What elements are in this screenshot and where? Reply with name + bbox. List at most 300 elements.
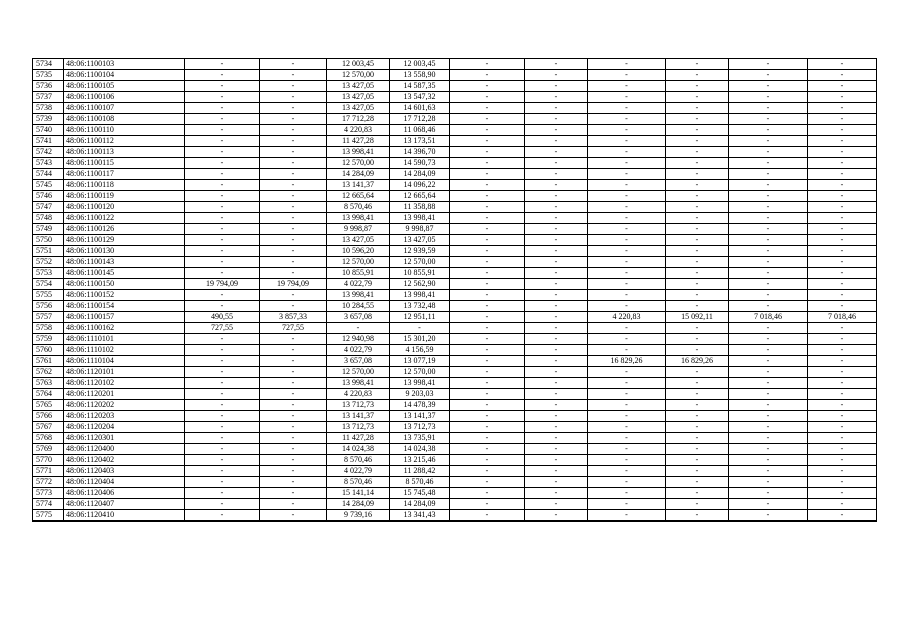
value-col-9-cell: -	[729, 70, 808, 81]
value-col-1-cell: -	[185, 103, 260, 114]
value-col-6-cell: -	[525, 367, 588, 378]
value-col-8-cell: -	[666, 389, 729, 400]
cadastral-number-cell: 48:06:1110101	[64, 334, 185, 345]
value-col-6-cell: -	[525, 290, 588, 301]
value-col-1-cell: -	[185, 433, 260, 444]
value-col-2-cell: -	[260, 433, 327, 444]
table-row	[33, 312, 877, 323]
value-col-7-cell: -	[588, 477, 666, 488]
value-col-9-cell: -	[729, 279, 808, 290]
value-col-6-cell: -	[525, 136, 588, 147]
value-col-8-cell: -	[666, 59, 729, 70]
value-col-10-cell: -	[808, 433, 877, 444]
value-col-9-cell: -	[729, 411, 808, 422]
value-col-4-cell: 12 665,64	[390, 191, 450, 202]
value-col-7-cell: 4 220,83	[588, 312, 666, 323]
value-col-10-cell: -	[808, 422, 877, 433]
value-col-4-cell: 14 284,09	[390, 169, 450, 180]
value-col-8-cell: -	[666, 466, 729, 477]
value-col-2-cell: -	[260, 510, 327, 522]
value-col-6-cell: -	[525, 411, 588, 422]
value-col-6-cell: -	[525, 224, 588, 235]
value-col-9-cell: -	[729, 422, 808, 433]
value-col-9-cell: -	[729, 510, 808, 522]
cadastral-number-cell: 48:06:1120402	[64, 455, 185, 466]
value-col-4-cell: 13 998,41	[390, 290, 450, 301]
value-col-5-cell: -	[450, 114, 525, 125]
value-col-10-cell: -	[808, 488, 877, 499]
value-col-5-cell: -	[450, 488, 525, 499]
cadastral-number-cell: 48:06:1120301	[64, 433, 185, 444]
value-col-4-cell: 13 735,91	[390, 433, 450, 444]
value-col-4-cell: 14 590,73	[390, 158, 450, 169]
value-col-6-cell: -	[525, 389, 588, 400]
value-col-10-cell: -	[808, 257, 877, 268]
value-col-7-cell: -	[588, 125, 666, 136]
row-number-cell: 5759	[33, 334, 64, 345]
value-col-6-cell: -	[525, 345, 588, 356]
table-row	[33, 246, 877, 257]
value-col-2-cell: -	[260, 301, 327, 312]
value-col-1-cell: -	[185, 466, 260, 477]
value-col-8-cell: -	[666, 444, 729, 455]
cadastral-number-cell: 48:06:1100145	[64, 268, 185, 279]
value-col-3-cell: 14 284,09	[327, 169, 390, 180]
value-col-4-cell: 13 141,37	[390, 411, 450, 422]
value-col-6-cell: -	[525, 59, 588, 70]
row-number-cell: 5754	[33, 279, 64, 290]
value-col-4-cell: 4 156,59	[390, 345, 450, 356]
value-col-1-cell: -	[185, 169, 260, 180]
cadastral-number-cell: 48:06:1100129	[64, 235, 185, 246]
table-row	[33, 169, 877, 180]
value-col-3-cell: 4 220,83	[327, 125, 390, 136]
value-col-2-cell: -	[260, 466, 327, 477]
value-col-4-cell: 11 288,42	[390, 466, 450, 477]
value-col-4-cell: 14 601,63	[390, 103, 450, 114]
value-col-8-cell: -	[666, 268, 729, 279]
value-col-5-cell: -	[450, 444, 525, 455]
value-col-6-cell: -	[525, 433, 588, 444]
value-col-8-cell: -	[666, 367, 729, 378]
value-col-3-cell: 12 570,00	[327, 257, 390, 268]
value-col-5-cell: -	[450, 312, 525, 323]
cadastral-number-cell: 48:06:1100106	[64, 92, 185, 103]
value-col-2-cell: -	[260, 444, 327, 455]
value-col-10-cell: -	[808, 70, 877, 81]
cadastral-number-cell: 48:06:1120102	[64, 378, 185, 389]
value-col-9-cell: -	[729, 378, 808, 389]
value-col-2-cell: -	[260, 378, 327, 389]
value-col-8-cell: -	[666, 433, 729, 444]
value-col-3-cell: 10 284,55	[327, 301, 390, 312]
value-col-1-cell: -	[185, 268, 260, 279]
value-col-5-cell: -	[450, 125, 525, 136]
value-col-9-cell: -	[729, 433, 808, 444]
table-row	[33, 301, 877, 312]
value-col-4-cell: 14 284,09	[390, 499, 450, 510]
value-col-3-cell: 13 141,37	[327, 411, 390, 422]
value-col-10-cell: -	[808, 180, 877, 191]
value-col-6-cell: -	[525, 213, 588, 224]
value-col-1-cell: 727,55	[185, 323, 260, 334]
table-row	[33, 224, 877, 235]
value-col-7-cell: -	[588, 466, 666, 477]
row-number-cell: 5773	[33, 488, 64, 499]
row-number-cell: 5737	[33, 92, 64, 103]
value-col-6-cell: -	[525, 279, 588, 290]
value-col-10-cell: -	[808, 290, 877, 301]
value-col-7-cell: -	[588, 323, 666, 334]
value-col-5-cell: -	[450, 334, 525, 345]
value-col-6-cell: -	[525, 444, 588, 455]
value-col-1-cell: 19 794,09	[185, 279, 260, 290]
row-number-cell: 5742	[33, 147, 64, 158]
value-col-4-cell: 9 998,87	[390, 224, 450, 235]
table-row	[33, 180, 877, 191]
value-col-9-cell: -	[729, 323, 808, 334]
value-col-4-cell: 13 998,41	[390, 213, 450, 224]
value-col-9-cell: -	[729, 180, 808, 191]
value-col-10-cell: -	[808, 235, 877, 246]
table-row	[33, 334, 877, 345]
table-row	[33, 378, 877, 389]
value-col-2-cell: 727,55	[260, 323, 327, 334]
row-number-cell: 5758	[33, 323, 64, 334]
value-col-1-cell: -	[185, 411, 260, 422]
value-col-2-cell: -	[260, 114, 327, 125]
value-col-8-cell: -	[666, 202, 729, 213]
row-number-cell: 5772	[33, 477, 64, 488]
value-col-9-cell: 7 018,46	[729, 312, 808, 323]
value-col-5-cell: -	[450, 224, 525, 235]
value-col-6-cell: -	[525, 70, 588, 81]
value-col-10-cell: -	[808, 389, 877, 400]
row-number-cell: 5753	[33, 268, 64, 279]
row-number-cell: 5768	[33, 433, 64, 444]
cadastral-number-cell: 48:06:1100157	[64, 312, 185, 323]
value-col-7-cell: -	[588, 114, 666, 125]
table-row	[33, 290, 877, 301]
value-col-9-cell: -	[729, 268, 808, 279]
value-col-9-cell: -	[729, 290, 808, 301]
value-col-2-cell: -	[260, 125, 327, 136]
value-col-3-cell: 15 141,14	[327, 488, 390, 499]
value-col-4-cell: 13 998,41	[390, 378, 450, 389]
value-col-7-cell: -	[588, 191, 666, 202]
value-col-10-cell: 7 018,46	[808, 312, 877, 323]
value-col-1-cell: -	[185, 488, 260, 499]
value-col-9-cell: -	[729, 345, 808, 356]
value-col-2-cell: -	[260, 92, 327, 103]
value-col-7-cell: -	[588, 422, 666, 433]
value-col-5-cell: -	[450, 477, 525, 488]
value-col-2-cell: -	[260, 59, 327, 70]
value-col-10-cell: -	[808, 444, 877, 455]
table-row	[33, 158, 877, 169]
value-col-4-cell: 11 068,46	[390, 125, 450, 136]
value-col-2-cell: -	[260, 334, 327, 345]
row-number-cell: 5771	[33, 466, 64, 477]
table-row	[33, 433, 877, 444]
table-row	[33, 125, 877, 136]
value-col-9-cell: -	[729, 301, 808, 312]
table-row	[33, 455, 877, 466]
value-col-7-cell: -	[588, 301, 666, 312]
value-col-8-cell: -	[666, 301, 729, 312]
value-col-4-cell: 14 096,22	[390, 180, 450, 191]
value-col-4-cell: 12 003,45	[390, 59, 450, 70]
value-col-7-cell: -	[588, 345, 666, 356]
value-col-5-cell: -	[450, 169, 525, 180]
value-col-10-cell: -	[808, 136, 877, 147]
value-col-8-cell: -	[666, 488, 729, 499]
value-col-7-cell: -	[588, 455, 666, 466]
row-number-cell: 5743	[33, 158, 64, 169]
cadastral-number-cell: 48:06:1100112	[64, 136, 185, 147]
value-col-1-cell: -	[185, 334, 260, 345]
value-col-7-cell: -	[588, 279, 666, 290]
value-col-5-cell: -	[450, 400, 525, 411]
value-col-1-cell: -	[185, 499, 260, 510]
value-col-8-cell: -	[666, 70, 729, 81]
value-col-1-cell: -	[185, 224, 260, 235]
value-col-8-cell: -	[666, 411, 729, 422]
value-col-4-cell: 17 712,28	[390, 114, 450, 125]
value-col-8-cell: -	[666, 378, 729, 389]
value-col-9-cell: -	[729, 477, 808, 488]
value-col-10-cell: -	[808, 477, 877, 488]
value-col-7-cell: -	[588, 224, 666, 235]
value-col-4-cell: 13 427,05	[390, 235, 450, 246]
value-col-7-cell: -	[588, 433, 666, 444]
value-col-1-cell: -	[185, 345, 260, 356]
value-col-5-cell: -	[450, 235, 525, 246]
value-col-2-cell: -	[260, 422, 327, 433]
table-row	[33, 257, 877, 268]
row-number-cell: 5756	[33, 301, 64, 312]
cadastral-number-cell: 48:06:1120406	[64, 488, 185, 499]
row-number-cell: 5747	[33, 202, 64, 213]
value-col-10-cell: -	[808, 455, 877, 466]
row-number-cell: 5750	[33, 235, 64, 246]
cadastral-number-cell: 48:06:1120407	[64, 499, 185, 510]
table-row	[33, 103, 877, 114]
value-col-5-cell: -	[450, 301, 525, 312]
value-col-1-cell: -	[185, 81, 260, 92]
value-col-2-cell: -	[260, 169, 327, 180]
value-col-3-cell: 12 570,00	[327, 367, 390, 378]
value-col-3-cell: 13 427,05	[327, 92, 390, 103]
value-col-8-cell: -	[666, 213, 729, 224]
row-number-cell: 5736	[33, 81, 64, 92]
value-col-5-cell: -	[450, 257, 525, 268]
table-row	[33, 345, 877, 356]
value-col-2-cell: -	[260, 224, 327, 235]
cadastral-number-cell: 48:06:1100107	[64, 103, 185, 114]
value-col-9-cell: -	[729, 202, 808, 213]
value-col-5-cell: -	[450, 433, 525, 444]
value-col-1-cell: -	[185, 378, 260, 389]
value-col-1-cell: -	[185, 389, 260, 400]
table-row	[33, 70, 877, 81]
row-number-cell: 5751	[33, 246, 64, 257]
value-col-9-cell: -	[729, 466, 808, 477]
value-col-2-cell: -	[260, 400, 327, 411]
value-col-10-cell: -	[808, 334, 877, 345]
value-col-4-cell: 10 855,91	[390, 268, 450, 279]
value-col-1-cell: -	[185, 70, 260, 81]
value-col-9-cell: -	[729, 125, 808, 136]
value-col-7-cell: -	[588, 400, 666, 411]
value-col-6-cell: -	[525, 312, 588, 323]
value-col-5-cell: -	[450, 103, 525, 114]
value-col-8-cell: -	[666, 125, 729, 136]
value-col-8-cell: -	[666, 477, 729, 488]
value-col-10-cell: -	[808, 510, 877, 522]
value-col-3-cell: 14 284,09	[327, 499, 390, 510]
value-col-4-cell: 12 951,11	[390, 312, 450, 323]
value-col-9-cell: -	[729, 158, 808, 169]
value-col-1-cell: -	[185, 59, 260, 70]
value-col-3-cell: 12 665,64	[327, 191, 390, 202]
value-col-8-cell: -	[666, 422, 729, 433]
cadastral-number-cell: 48:06:1100150	[64, 279, 185, 290]
value-col-7-cell: -	[588, 103, 666, 114]
value-col-2-cell: -	[260, 81, 327, 92]
value-col-9-cell: -	[729, 400, 808, 411]
value-col-5-cell: -	[450, 411, 525, 422]
value-col-10-cell: -	[808, 191, 877, 202]
value-col-6-cell: -	[525, 180, 588, 191]
value-col-7-cell: -	[588, 367, 666, 378]
value-col-10-cell: -	[808, 323, 877, 334]
value-col-2-cell: -	[260, 499, 327, 510]
value-col-1-cell: -	[185, 400, 260, 411]
value-col-3-cell: 12 940,98	[327, 334, 390, 345]
value-col-2-cell: -	[260, 158, 327, 169]
value-col-8-cell: -	[666, 191, 729, 202]
value-col-4-cell: 12 562,90	[390, 279, 450, 290]
value-col-9-cell: -	[729, 213, 808, 224]
value-col-7-cell: -	[588, 499, 666, 510]
value-col-2-cell: -	[260, 191, 327, 202]
value-col-1-cell: -	[185, 158, 260, 169]
value-col-6-cell: -	[525, 125, 588, 136]
cadastral-number-cell: 48:06:1100154	[64, 301, 185, 312]
cadastral-number-cell: 48:06:1120403	[64, 466, 185, 477]
value-col-1-cell: -	[185, 147, 260, 158]
table-row	[33, 477, 877, 488]
value-col-6-cell: -	[525, 114, 588, 125]
value-col-5-cell: -	[450, 70, 525, 81]
value-col-10-cell: -	[808, 466, 877, 477]
cadastral-number-cell: 48:06:1100130	[64, 246, 185, 257]
value-col-2-cell: -	[260, 488, 327, 499]
value-col-5-cell: -	[450, 345, 525, 356]
value-col-6-cell: -	[525, 147, 588, 158]
row-number-cell: 5739	[33, 114, 64, 125]
cadastral-number-cell: 48:06:1110102	[64, 345, 185, 356]
value-col-8-cell: -	[666, 510, 729, 522]
table-row	[33, 191, 877, 202]
value-col-4-cell: 13 341,43	[390, 510, 450, 522]
value-col-2-cell: -	[260, 202, 327, 213]
row-number-cell: 5769	[33, 444, 64, 455]
value-col-3-cell: 10 596,20	[327, 246, 390, 257]
value-col-10-cell: -	[808, 400, 877, 411]
value-col-2-cell: -	[260, 411, 327, 422]
value-col-8-cell: -	[666, 290, 729, 301]
value-col-8-cell: -	[666, 246, 729, 257]
cadastral-number-cell: 48:06:1110104	[64, 356, 185, 367]
value-col-9-cell: -	[729, 444, 808, 455]
value-col-9-cell: -	[729, 246, 808, 257]
value-col-10-cell: -	[808, 59, 877, 70]
value-col-1-cell: -	[185, 367, 260, 378]
value-col-9-cell: -	[729, 191, 808, 202]
value-col-2-cell: -	[260, 290, 327, 301]
row-number-cell: 5746	[33, 191, 64, 202]
value-col-10-cell: -	[808, 213, 877, 224]
value-col-2-cell: -	[260, 147, 327, 158]
value-col-8-cell: -	[666, 345, 729, 356]
value-col-4-cell: 13 712,73	[390, 422, 450, 433]
row-number-cell: 5744	[33, 169, 64, 180]
cadastral-number-cell: 48:06:1100108	[64, 114, 185, 125]
value-col-7-cell: -	[588, 378, 666, 389]
value-col-7-cell: -	[588, 70, 666, 81]
table-row	[33, 488, 877, 499]
cadastral-number-cell: 48:06:1120404	[64, 477, 185, 488]
value-col-6-cell: -	[525, 334, 588, 345]
row-number-cell: 5755	[33, 290, 64, 301]
value-col-4-cell: 14 024,38	[390, 444, 450, 455]
value-col-7-cell: -	[588, 180, 666, 191]
value-col-9-cell: -	[729, 389, 808, 400]
value-col-6-cell: -	[525, 466, 588, 477]
value-col-3-cell: 13 998,41	[327, 213, 390, 224]
value-col-5-cell: -	[450, 499, 525, 510]
value-col-5-cell: -	[450, 422, 525, 433]
value-col-5-cell: -	[450, 180, 525, 191]
value-col-5-cell: -	[450, 290, 525, 301]
value-col-5-cell: -	[450, 367, 525, 378]
row-number-cell: 5757	[33, 312, 64, 323]
row-number-cell: 5770	[33, 455, 64, 466]
value-col-4-cell: 14 478,39	[390, 400, 450, 411]
value-col-6-cell: -	[525, 356, 588, 367]
value-col-2-cell: -	[260, 268, 327, 279]
value-col-9-cell: -	[729, 103, 808, 114]
value-col-9-cell: -	[729, 334, 808, 345]
value-col-1-cell: -	[185, 455, 260, 466]
value-col-1-cell: -	[185, 301, 260, 312]
cadastral-number-cell: 48:06:1100117	[64, 169, 185, 180]
value-col-3-cell: 11 427,28	[327, 433, 390, 444]
value-col-8-cell: -	[666, 334, 729, 345]
row-number-cell: 5734	[33, 59, 64, 70]
value-col-3-cell: 8 570,46	[327, 477, 390, 488]
value-col-10-cell: -	[808, 499, 877, 510]
value-col-4-cell: 13 558,90	[390, 70, 450, 81]
value-col-1-cell: -	[185, 290, 260, 301]
value-col-2-cell: -	[260, 367, 327, 378]
value-col-3-cell: 12 570,00	[327, 70, 390, 81]
value-col-9-cell: -	[729, 367, 808, 378]
value-col-10-cell: -	[808, 378, 877, 389]
value-col-2-cell: -	[260, 455, 327, 466]
